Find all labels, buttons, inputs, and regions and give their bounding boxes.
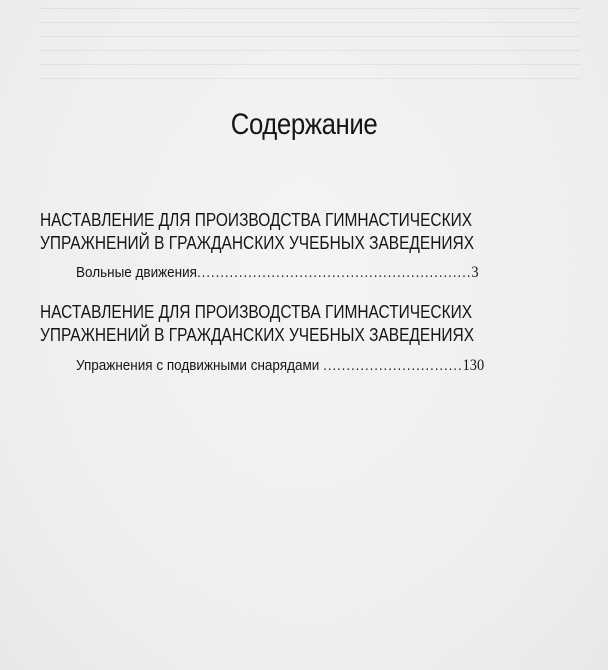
section-heading-line: УПРАЖНЕНИЙ В ГРАЖДАНСКИХ УЧЕБНЫХ ЗАВЕДЕНИЯХ <box>40 233 475 253</box>
toc-entry-label: Вольные движения <box>76 264 197 281</box>
section-heading-line: УПРАЖНЕНИЙ В ГРАЖДАНСКИХ УЧЕБНЫХ ЗАВЕДЕНИЯХ <box>40 325 475 345</box>
toc-leader-dots: .............................. <box>323 357 463 374</box>
toc-entry-1 <box>76 263 553 283</box>
toc-entry-label: Упражнения с подвижными снарядами <box>76 357 320 374</box>
section-heading-line: НАСТАВЛЕНИЕ ДЛЯ ПРОИЗВОДСТВА ГИМНАСТИЧЕСКИХ <box>40 302 473 322</box>
toc-leader-dots: ........................................................... <box>196 264 472 281</box>
show-through-texture <box>40 8 580 88</box>
section-heading-1 <box>40 209 504 255</box>
page-title: Содержание <box>230 108 378 141</box>
section-heading-line: НАСТАВЛЕНИЕ ДЛЯ ПРОИЗВОДСТВА ГИМНАСТИЧЕСКИХ <box>40 210 473 230</box>
toc-page-number: 130 <box>462 357 485 374</box>
toc-entry-2 <box>76 356 553 376</box>
toc-page-number: 3 <box>471 264 479 281</box>
section-heading-2 <box>40 301 504 347</box>
